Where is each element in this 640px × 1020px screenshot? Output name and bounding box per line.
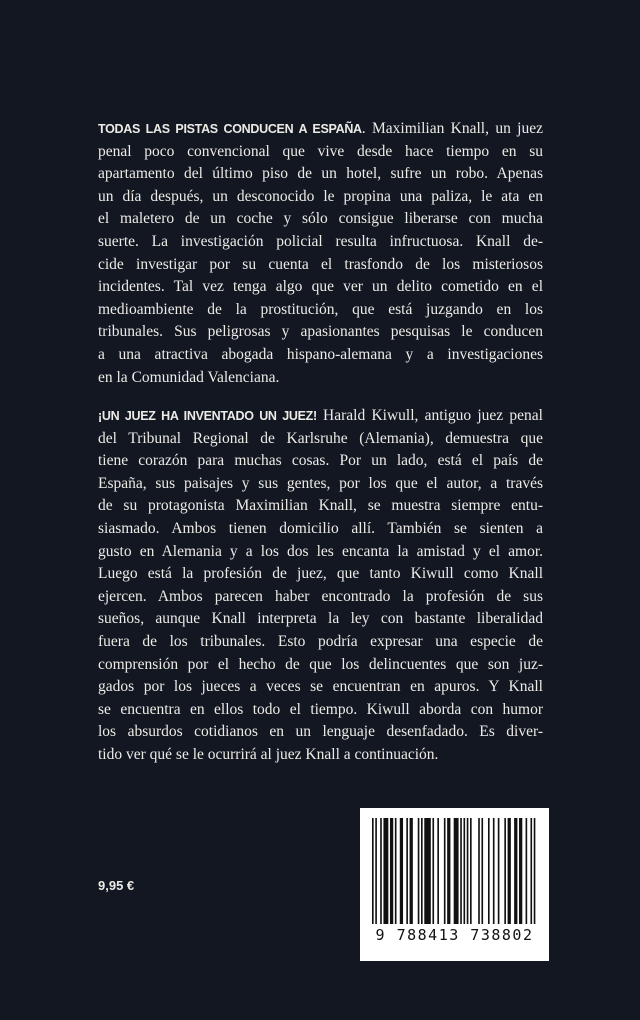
text-line: se encuentra en ellos todo el tiempo. Kiwull aborda con humor bbox=[98, 700, 543, 718]
section-lead: ¡UN JUEZ HA INVENTADO UN JUEZ! bbox=[98, 409, 317, 423]
text-line: siasmado. Ambos tienen domicilio allí. También se sienten a bbox=[98, 519, 543, 537]
text-line: tido ver qué se le ocurrirá al juez Knall a continuación. bbox=[98, 745, 439, 763]
text-line: los absurdos cotidianos en un lenguaje desenfadado. Es diver- bbox=[98, 723, 543, 741]
isbn-number: 9 788413 738802 bbox=[375, 926, 534, 944]
barcode-bar bbox=[424, 818, 431, 924]
barcode-bar bbox=[447, 818, 450, 924]
text-line: fuera de los tribunales. Esto podría expresar una especie de bbox=[98, 632, 543, 650]
barcode-bar bbox=[454, 818, 459, 924]
section-lead: TODAS LAS PISTAS CONDUCEN A ESPAÑA bbox=[98, 122, 362, 136]
barcode-bar bbox=[390, 818, 393, 924]
barcode-bar bbox=[519, 818, 522, 924]
text-line: cide investigar por su cuenta el trasfondo de los misteriosos bbox=[98, 255, 543, 273]
text-line: gados por los jueces a veces se encuentran en apuros. Y Knall bbox=[98, 678, 543, 696]
barcode-bar bbox=[508, 818, 511, 924]
price-label: 9,95 € bbox=[98, 878, 135, 893]
barcode-bar bbox=[478, 818, 480, 924]
text-line: suerte. La investigación policial resulta infructuosa. Knall de- bbox=[98, 232, 543, 250]
barcode-bar bbox=[437, 818, 439, 924]
text-line: ¡UN JUEZ HA INVENTADO UN JUEZ! Harald Kiwull, antiguo juez penal bbox=[98, 407, 543, 424]
barcode-bars bbox=[372, 818, 537, 924]
text-line: a una atractiva abogada hispano-alemana y a investigaciones bbox=[98, 345, 543, 363]
barcode-bar bbox=[421, 818, 423, 924]
text-line: un día después, un desconocido le propina una paliza, le ata en bbox=[98, 187, 543, 205]
barcode-bar bbox=[463, 818, 465, 924]
barcode-bar bbox=[504, 818, 506, 924]
barcode bbox=[360, 808, 549, 961]
barcode-bar bbox=[395, 818, 397, 924]
text-line: medioambiente de la prostitución, que está juzgando en los bbox=[98, 300, 543, 318]
text-line: Luego está la profesión de juez, que tanto Kiwull como Knall bbox=[98, 565, 543, 583]
text-line: el maletero de un coche y sólo consigue liberarse con mucha bbox=[98, 210, 543, 228]
barcode-bar bbox=[467, 818, 469, 924]
barcode-bar bbox=[534, 818, 536, 924]
barcode-bar bbox=[410, 818, 413, 924]
barcode-bar bbox=[383, 818, 388, 924]
barcode-bar bbox=[432, 818, 434, 924]
barcode-bar bbox=[444, 818, 446, 924]
barcode-bar bbox=[418, 818, 420, 924]
barcode-bar bbox=[481, 818, 483, 924]
text-line: apartamento del último piso de un hotel, sufre un robo. Apenas bbox=[98, 165, 543, 183]
barcode-bar bbox=[460, 818, 462, 924]
barcode-bar bbox=[406, 818, 408, 924]
text-line: TODAS LAS PISTAS CONDUCEN A ESPAÑA. Maximilian Knall, un juez bbox=[98, 120, 544, 137]
barcode-bar bbox=[380, 818, 382, 924]
text-line: sueños, aunque Knall interpreta la ley con bastante liberalidad bbox=[98, 610, 543, 628]
text-line: tribunales. Sus peligrosas y apasionantes pesquisas le conducen bbox=[98, 323, 543, 341]
barcode-bar bbox=[470, 818, 472, 924]
text-line: comprensión por el hecho de que los delincuentes que son juz- bbox=[98, 655, 543, 673]
barcode-bar bbox=[488, 818, 490, 924]
barcode-bar bbox=[400, 818, 403, 924]
description-paragraph-2 bbox=[98, 405, 543, 767]
barcode-bar bbox=[493, 818, 495, 924]
text-line: tiene corazón para muchas cosas. Por un lado, está el país de bbox=[98, 452, 543, 470]
text-line: de su protagonista Maximilian Knall, se muestra siempre entu- bbox=[98, 497, 543, 515]
text-line: gusto en Alemania y a los dos les encanta la amistad y el amor. bbox=[98, 542, 543, 560]
description-paragraph-1 bbox=[98, 118, 543, 389]
barcode-bar bbox=[372, 818, 374, 924]
barcode-bar bbox=[530, 818, 532, 924]
barcode-bar bbox=[514, 818, 517, 924]
text-line: penal poco convencional que vive desde hace tiempo en su bbox=[98, 142, 543, 160]
text-line: España, sus paisajes y sus gentes, por los que el autor, a través bbox=[98, 474, 543, 492]
barcode-bar bbox=[375, 818, 377, 924]
text-line: en la Comunidad Valenciana. bbox=[98, 368, 280, 386]
text-line: del Tribunal Regional de Karlsruhe (Alemania), demuestra que bbox=[98, 429, 543, 447]
barcode-bar bbox=[526, 818, 528, 924]
text-line: ejercen. Ambos parecen haber encontrado la profesión de sus bbox=[98, 587, 543, 605]
text-line: incidentes. Tal vez tenga algo que ver un delito cometido en el bbox=[98, 278, 543, 296]
barcode-bar bbox=[498, 818, 500, 924]
